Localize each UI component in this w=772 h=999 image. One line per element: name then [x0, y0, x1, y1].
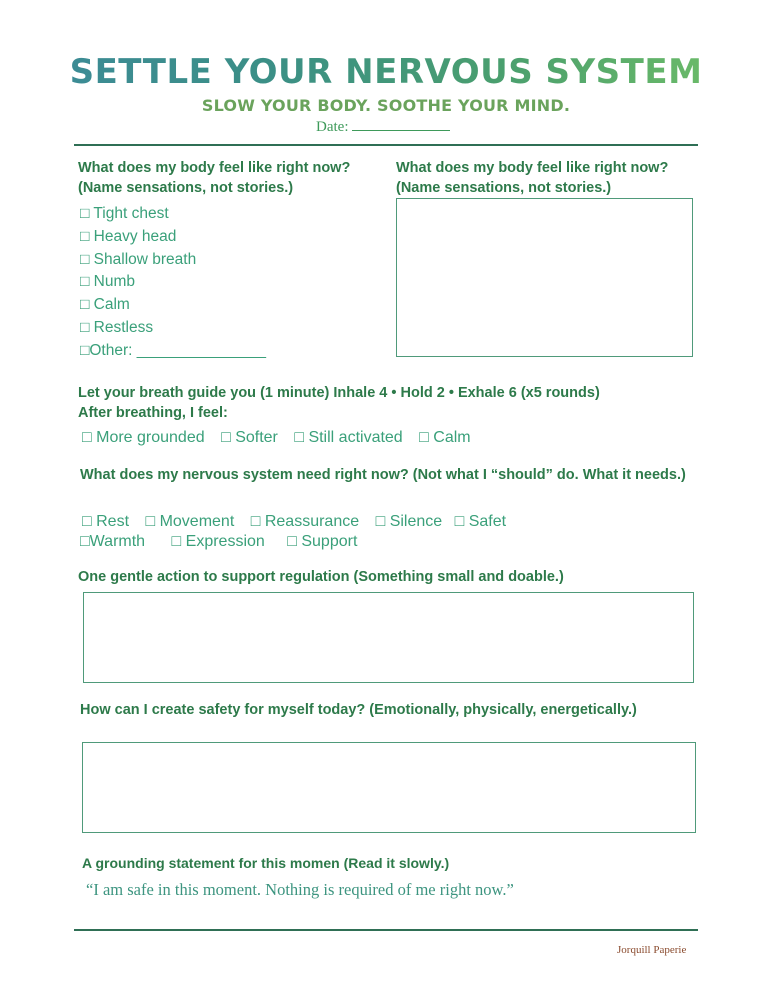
date-blank-line[interactable]	[352, 118, 450, 131]
page-title: SETTLE YOUR NERVOUS SYSTEM	[0, 52, 772, 92]
grounding-statement-label: A grounding statement for this momen (Read it slowly.)	[82, 855, 450, 871]
date-field[interactable]	[316, 118, 450, 136]
body-feeling-question-right: What does my body feel like right now? (Name sensations, not stories.)	[396, 160, 669, 196]
header-divider	[74, 144, 698, 146]
checkbox-softer[interactable]: □ Softer	[221, 429, 278, 446]
date-label: Date:	[316, 119, 349, 135]
breath-guide-instruction: Let your breath guide you (1 minute) Inhale 4 • Hold 2 • Exhale 6 (x5 rounds)	[78, 385, 600, 401]
grounding-quote: “I am safe in this moment. Nothing is required of me right now.”	[86, 880, 514, 899]
checkbox-reassurance[interactable]: □ Reassurance	[250, 513, 360, 530]
checkbox-expression[interactable]: □ Expression	[171, 533, 265, 550]
checkbox-heavy-head[interactable]: □ Heavy head	[80, 227, 177, 245]
checkbox-other[interactable]: □Other: _______________	[80, 341, 267, 359]
safety-question: How can I create safety for myself today? (Emotionally, physically, energetically.)	[80, 702, 637, 718]
needs-options-row-2	[80, 532, 357, 552]
page-subtitle: SLOW YOUR BODY. SOOTHE YOUR MIND.	[201, 96, 571, 115]
checkbox-safety[interactable]: □ Safet	[454, 513, 507, 530]
checkbox-tight-chest[interactable]: □ Tight chest	[80, 205, 169, 222]
checkbox-restless[interactable]: □ Restless	[80, 318, 154, 336]
body-sensation-checklist	[80, 203, 380, 363]
body-feeling-writing-box[interactable]	[396, 198, 693, 357]
after-breathing-label: After breathing, I feel:	[78, 405, 228, 421]
checkbox-shallow-breath[interactable]: □ Shallow breath	[80, 250, 197, 268]
checkbox-calm-after[interactable]: □ Calm	[419, 429, 471, 446]
nervous-system-need-question: What does my nervous system need right now? (Not what I “should” do. What it needs.)	[80, 467, 686, 483]
checkbox-calm[interactable]: □ Calm	[80, 296, 130, 314]
checkbox-support[interactable]: □ Support	[287, 533, 358, 550]
gentle-action-writing-box[interactable]	[83, 592, 694, 683]
checkbox-movement[interactable]: □ Movement	[145, 513, 235, 530]
gentle-action-question: One gentle action to support regulation (Something small and doable.)	[78, 569, 564, 585]
checkbox-silence[interactable]: □ Silence	[375, 513, 443, 530]
checkbox-numb[interactable]: □ Numb	[80, 273, 136, 291]
brand-name: Jorquill Paperie	[617, 944, 687, 956]
checkbox-rest[interactable]: □ Rest	[82, 513, 130, 530]
checkbox-still-activated[interactable]: □ Still activated	[294, 429, 403, 446]
checkbox-warmth[interactable]: □Warmth	[80, 533, 146, 550]
footer-divider	[74, 929, 698, 931]
after-breathing-options	[82, 428, 471, 448]
needs-options-row-1	[82, 512, 506, 532]
body-feeling-question-left: What does my body feel like right now? (Name sensations, not stories.)	[78, 160, 351, 196]
safety-writing-box[interactable]	[82, 742, 696, 833]
checkbox-more-grounded[interactable]: □ More grounded	[82, 429, 205, 446]
